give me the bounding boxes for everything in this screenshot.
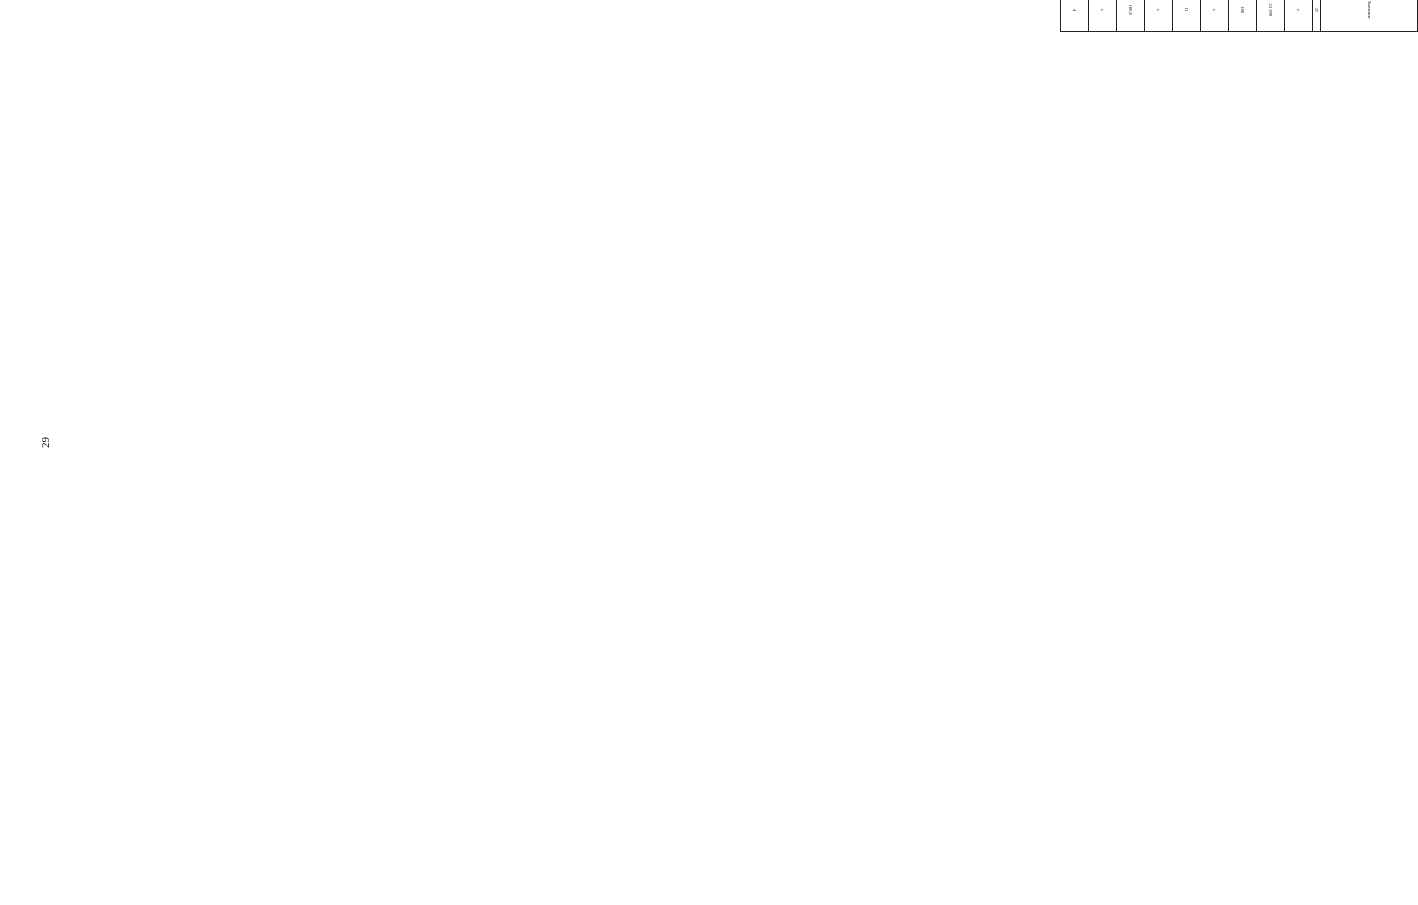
column-index-cell: 37 bbox=[1313, 0, 1321, 32]
final-value-cell: 4 bbox=[1061, 0, 1089, 32]
final-value-header: Значение bbox=[1321, 0, 1418, 32]
final-value-cell: 100 bbox=[1229, 0, 1257, 32]
final-value-cell: х bbox=[1201, 0, 1229, 32]
table-row bbox=[1117, 0, 1145, 32]
final-value-cell: х bbox=[1285, 0, 1313, 32]
table-row bbox=[1061, 0, 1089, 32]
table-row bbox=[1201, 0, 1229, 32]
program-table-container bbox=[1020, 0, 1418, 32]
table-row bbox=[1173, 0, 1201, 32]
final-value-cell: 23 399 bbox=[1257, 0, 1285, 32]
page-number: 29 bbox=[40, 437, 52, 448]
final-value-cell: х bbox=[1089, 0, 1117, 32]
table-row bbox=[1257, 0, 1285, 32]
table-row bbox=[1285, 0, 1313, 32]
final-value-cell: х bbox=[1145, 0, 1173, 32]
column-index-row bbox=[1313, 0, 1321, 32]
table-row bbox=[1145, 0, 1173, 32]
table-row bbox=[1229, 0, 1257, 32]
program-table bbox=[1060, 0, 1418, 32]
final-value-cell: 11 bbox=[1173, 0, 1201, 32]
final-value-cell: 100,0 bbox=[1117, 0, 1145, 32]
table-row bbox=[1089, 0, 1117, 32]
